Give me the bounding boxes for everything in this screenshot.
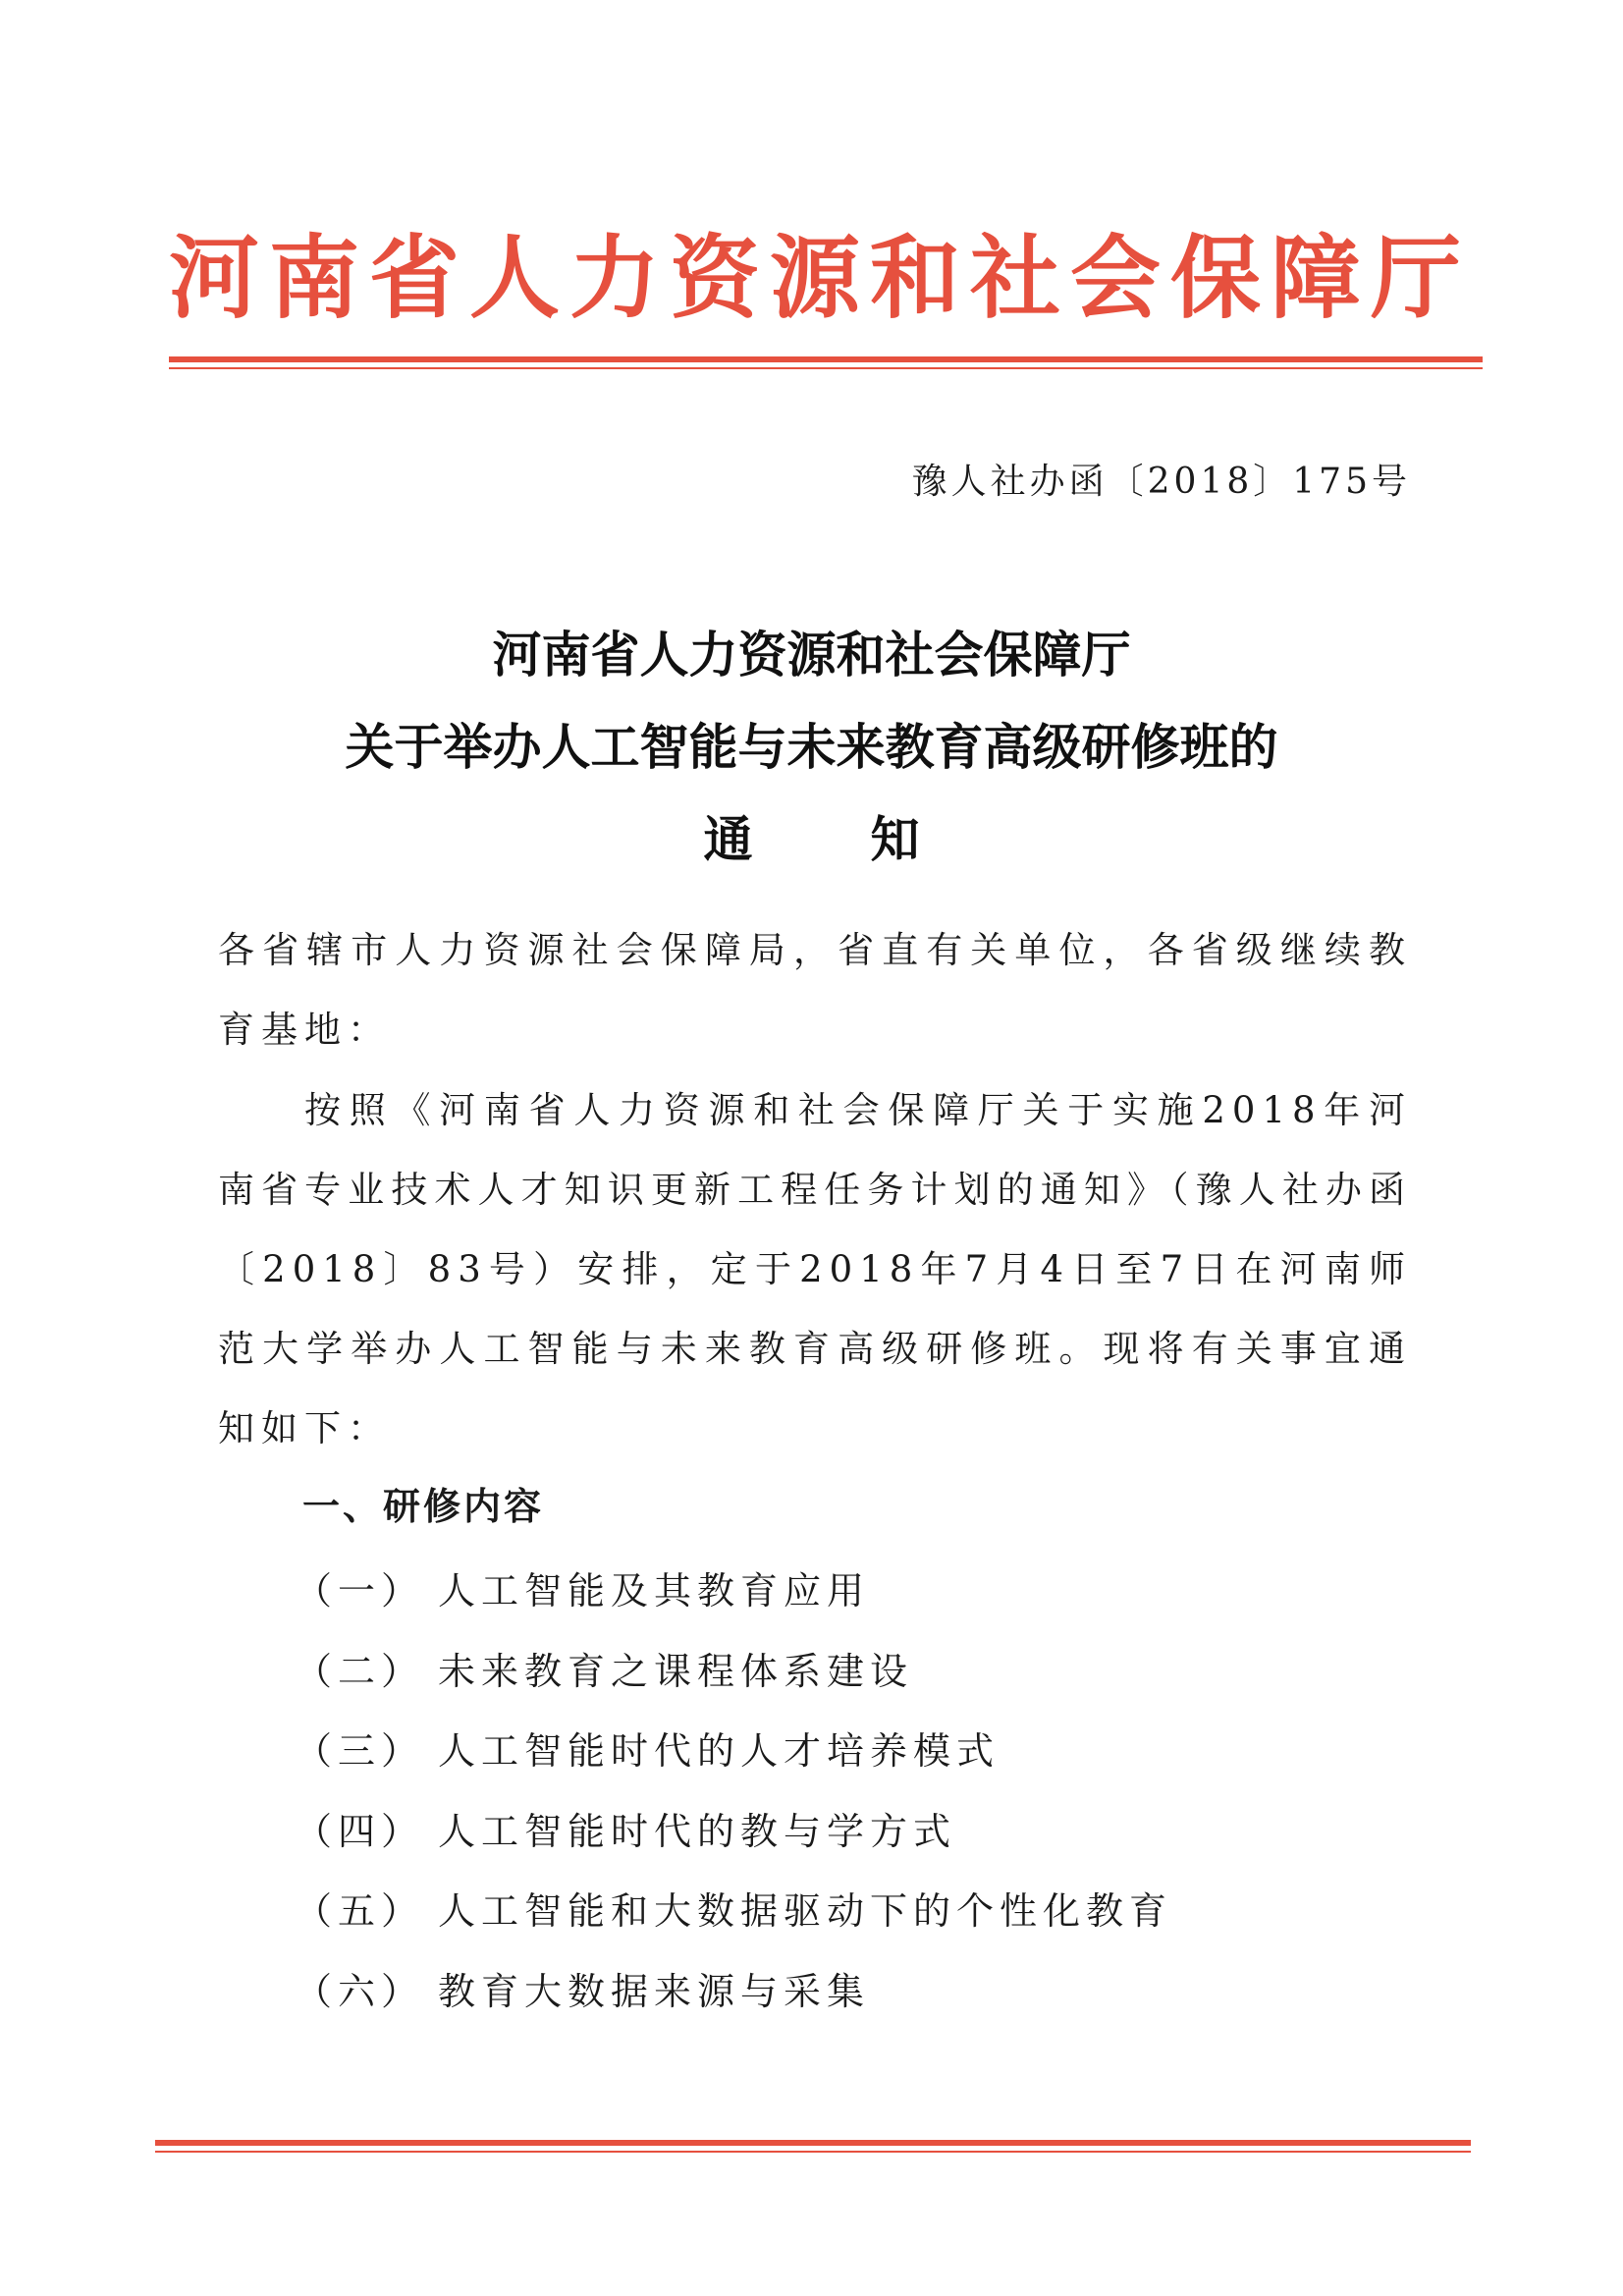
list-item-text: 人工智能及其教育应用 <box>438 1569 871 1613</box>
list-item-number: （二） <box>295 1649 425 1693</box>
footer-rule-thick <box>155 2140 1471 2146</box>
list-item <box>295 1712 1172 1792</box>
list-item <box>295 1872 1172 1952</box>
letterhead-issuer: 河南省人力资源和社会保障厅 <box>169 225 1472 331</box>
content-list <box>295 1552 1172 2032</box>
document-title <box>196 609 1427 886</box>
body-paragraph: 按照《河南省人力资源和社会保障厅关于实施2018年河南省专业技术人才知识更新工程任务计划的通知》（豫人社办函〔2018〕83号）安排，定于2018年7月4日至7日在河南师范大学举办人工智能与未来教育高级研修班。现将有关事宜通知如下： <box>218 1089 1412 1449</box>
list-item-number: （四） <box>295 1809 425 1853</box>
list-item <box>295 1952 1172 2033</box>
list-item <box>295 1632 1172 1713</box>
list-item-text: 未来教育之课程体系建设 <box>438 1649 914 1693</box>
list-item-text: 人工智能和大数据驱动下的个性化教育 <box>438 1889 1173 1933</box>
footer-rule-thin <box>155 2151 1471 2153</box>
list-item-text: 人工智能时代的教与学方式 <box>438 1809 957 1853</box>
list-item-number: （六） <box>295 1969 425 2013</box>
addressee: 各省辖市人力资源社会保障局，省直有关单位，各省级继续教育基地： <box>218 929 1412 1051</box>
list-item-text: 人工智能时代的人才培养模式 <box>438 1729 1001 1773</box>
letterhead-rule-thick <box>169 356 1483 362</box>
title-line-1: 河南省人力资源和社会保障厅 <box>492 626 1131 683</box>
title-line-3: 通知 <box>703 810 1038 868</box>
list-item-number: （三） <box>295 1729 425 1773</box>
list-item <box>295 1552 1172 1632</box>
document-number: 豫人社办函〔2018〕175号 <box>911 462 1411 502</box>
letterhead-rule-thin <box>169 367 1483 369</box>
section-heading: 一、研修内容 <box>302 1485 545 1528</box>
list-item <box>295 1792 1172 1873</box>
list-item-number: （一） <box>295 1569 425 1613</box>
list-item-number: （五） <box>295 1889 425 1933</box>
title-line-2: 关于举办人工智能与未来教育高级研修班的 <box>345 718 1278 776</box>
list-item-text: 教育大数据来源与采集 <box>438 1969 871 2013</box>
